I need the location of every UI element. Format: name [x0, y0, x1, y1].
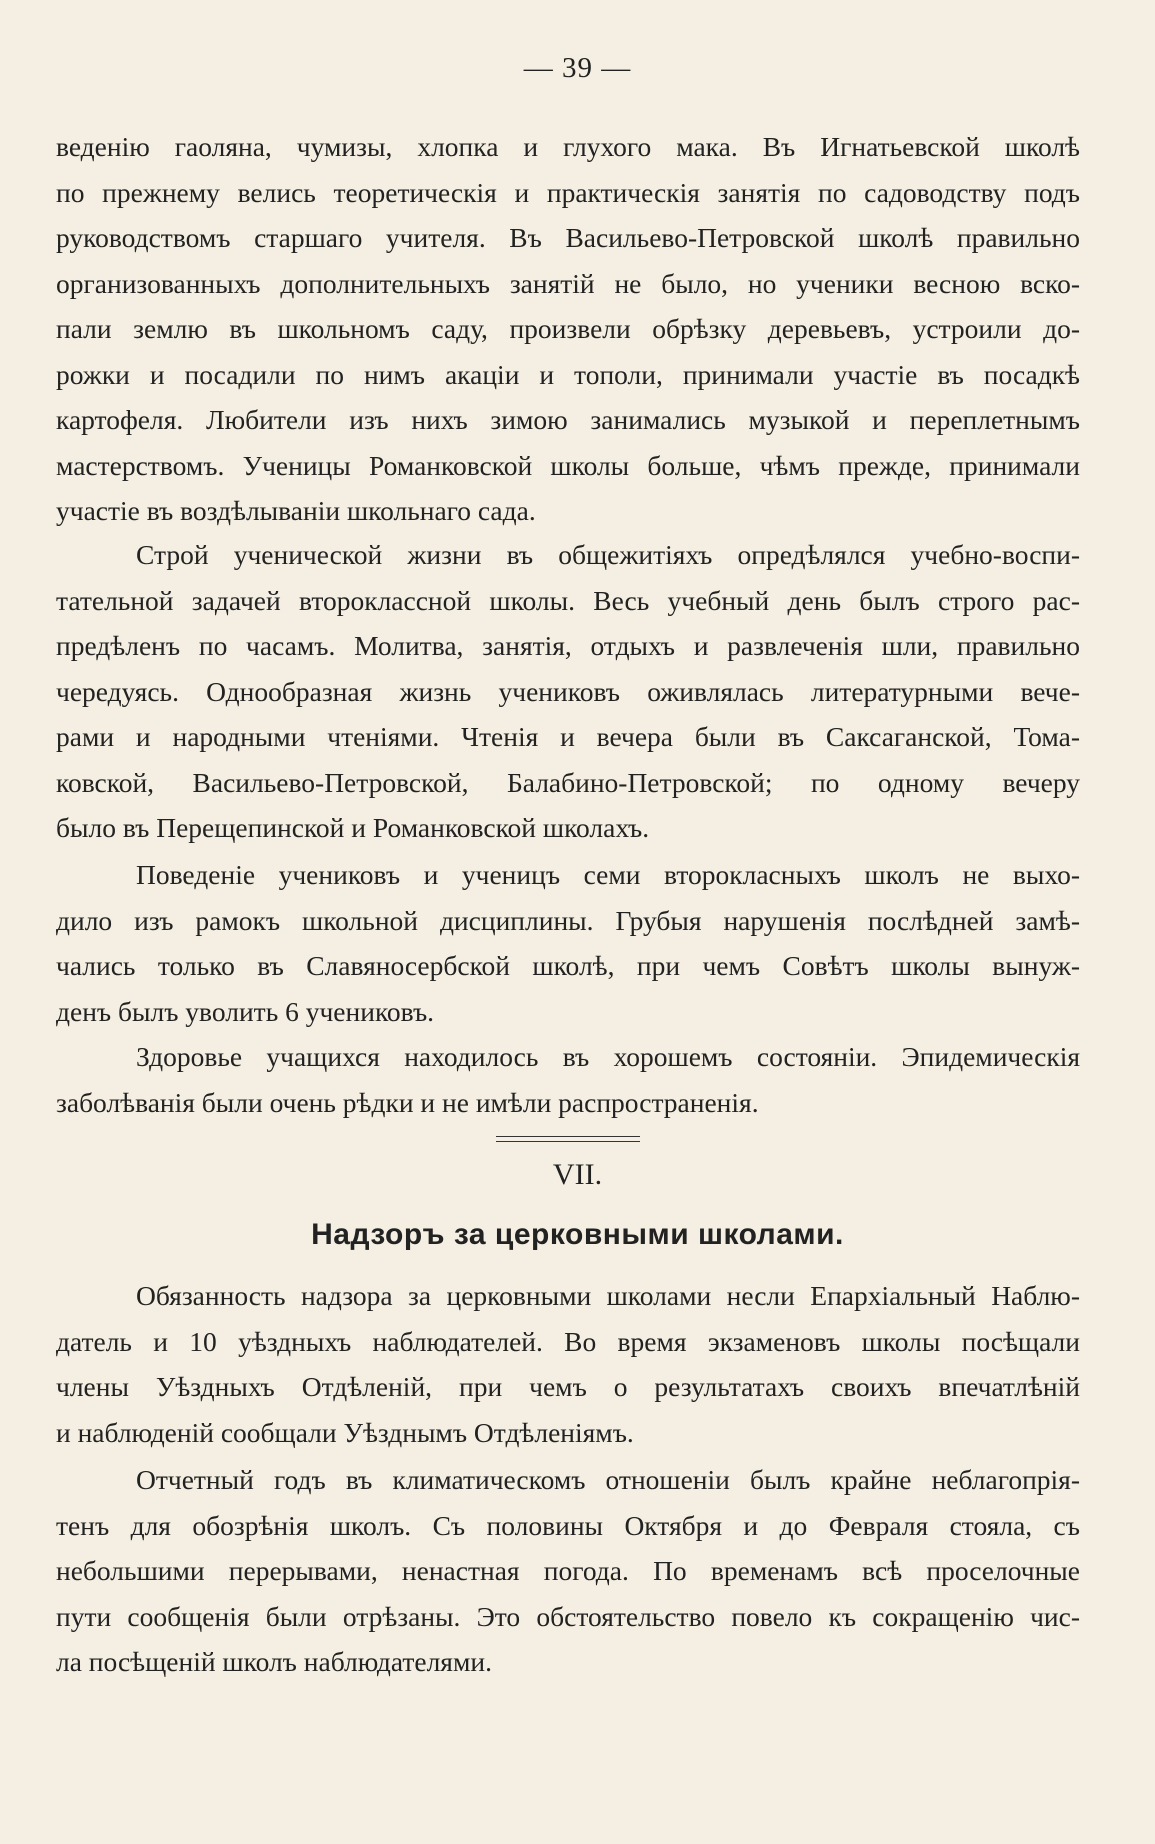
text-line: Обязанность надзора за церковными школами несли Епархіальный Наблю- [136, 1280, 1080, 1311]
page-number: — 39 — [523, 52, 632, 84]
text-line: пали землю въ школьномъ саду, произвели обрѣзку деревьевъ, устроили до- [56, 313, 1080, 344]
text-line: члены Уѣздныхъ Отдѣленій, при чемъ о результатахъ своихъ впечатлѣній [56, 1371, 1080, 1402]
text-line: было въ Перещепинской и Романковской школахъ. [56, 812, 650, 843]
section-number: VII. [552, 1158, 603, 1191]
text-line: участіе въ воздѣлываніи школьнаго сада. [56, 495, 536, 526]
paragraph-2 [56, 532, 1080, 851]
text-line: организованныхъ дополнительныхъ занятій не было, но ученики весною вско- [56, 267, 1080, 299]
section-title: Надзоръ за церковными школами. [311, 1218, 844, 1251]
text-line: и наблюденій сообщали Уѣзднымъ Отдѣленіямъ. [56, 1416, 634, 1448]
section-divider [496, 1136, 640, 1137]
text-line: дило изъ рамокъ школьной дисциплины. Грубыя нарушенія послѣдней замѣ- [56, 904, 1080, 936]
paragraph-3 [56, 852, 1080, 1034]
text-line: мастерствомъ. Ученицы Романковской школы больше, чѣмъ прежде, принимали [56, 449, 1080, 481]
text-line: Строй ученической жизни въ общежитіяхъ опредѣлялся учебно-воспи- [136, 539, 1080, 570]
text-line: заболѣванія были очень рѣдки и не имѣли распространенія. [56, 1086, 759, 1118]
text-line: ковской, Васильево-Петровской, Балабино-Петровской; по одному вечеру [56, 766, 1080, 798]
text-line: ла посѣщеній школъ наблюдателями. [56, 1646, 492, 1677]
paragraph-4 [56, 1034, 1080, 1125]
text-line: картофеля. Любители изъ нихъ зимою занимались музыкой и переплетнымъ [56, 404, 1080, 435]
text-line: пути сообщенія были отрѣзаны. Это обстоятельство повело къ сокращенію чис- [56, 1600, 1080, 1632]
text-line: предѣленъ по часамъ. Молитва, занятія, отдыхъ и развлеченія шли, правильно [56, 630, 1080, 661]
text-line: рожки и посадили по нимъ акаціи и тополи, принимали участіе въ посадкѣ [56, 358, 1080, 390]
text-line: Поведеніе учениковъ и ученицъ семи второкласныхъ школъ не выхо- [136, 859, 1080, 890]
text-line: денъ былъ уволить 6 учениковъ. [56, 995, 435, 1027]
text-line: Отчетный годъ въ климатическомъ отношеніи былъ крайне неблагопрія- [136, 1464, 1080, 1495]
paragraph-6 [56, 1457, 1080, 1685]
text-line: Здоровье учащихся находилось въ хорошемъ состояніи. Эпидемическія [136, 1041, 1080, 1072]
text-line: руководствомъ старшаго учителя. Въ Васильево-Петровской школѣ правильно [56, 222, 1080, 253]
paragraph-1 [56, 124, 1080, 534]
text-line: чались только въ Славяносербской школѣ, при чемъ Совѣтъ школы вынуж- [56, 950, 1080, 981]
text-line: рами и народными чтеніями. Чтенія и вечера были въ Саксаганской, Тома- [56, 721, 1080, 752]
paragraph-5 [56, 1273, 1080, 1455]
text-line: тенъ для обозрѣнія школъ. Съ половины Октября и до Февраля стояла, съ [56, 1509, 1080, 1541]
text-line: чередуясь. Однообразная жизнь учениковъ оживлялась литературными вече- [56, 675, 1080, 707]
text-line: веденію гаоляна, чумизы, хлопка и глухого мака. Въ Игнатьевской школѣ [56, 131, 1080, 162]
section-divider [496, 1141, 640, 1142]
text-line: датель и 10 уѣздныхъ наблюдателей. Во время экзаменовъ школы посѣщали [56, 1325, 1080, 1357]
text-line: тательной задачей второклассной школы. Весь учебный день былъ строго рас- [56, 584, 1080, 616]
text-line: небольшими перерывами, ненастная погода. По временамъ всѣ проселочные [56, 1555, 1080, 1586]
text-line: по прежнему велись теоретическія и практическія занятія по садоводству подъ [56, 176, 1080, 208]
